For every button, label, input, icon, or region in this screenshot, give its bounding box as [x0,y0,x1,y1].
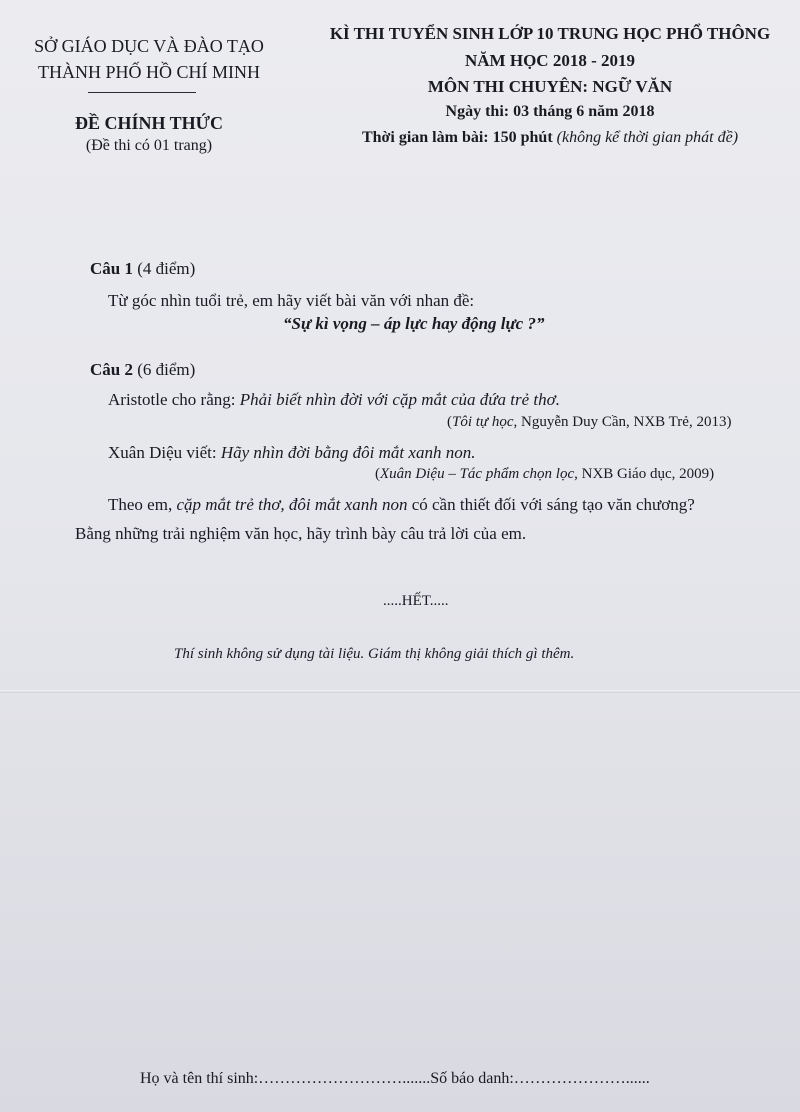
exam-subject: MÔN THI CHUYÊN: NGỮ VĂN [427,77,673,96]
source-1-open: ( [447,414,452,430]
department-line-2: THÀNH PHỐ HỒ CHÍ MINH [38,62,260,82]
exam-duration [310,129,790,147]
question-2-ask-rest: có cần thiết đối với sáng tạo văn chương? [407,495,695,514]
aristotle-quote-lead: Aristotle cho rằng: [108,390,240,409]
question-1-prompt: Từ góc nhìn tuổi trẻ, em hãy viết bài văn với nhan đề: [108,291,475,310]
paper-fold-line [0,690,800,693]
exam-rules-note: Thí sinh không sử dụng tài liệu. Giám thị không giải thích gì thêm. [174,646,575,662]
candidate-id-label: Số báo danh: [430,1070,514,1087]
xuan-dieu-quote-lead: Xuân Diệu viết: [108,443,221,462]
candidate-name-blank: ………………………....... [258,1070,431,1087]
duration-label: Thời gian làm bài: 150 phút [361,129,553,146]
question-2-ask-lead: Theo em, [108,495,177,514]
question-2-label: Câu 2 [90,360,133,379]
question-2-ask [108,495,695,515]
duration-note: (không kể thời gian phát đề) [556,129,739,146]
question-1-points: (4 điểm) [132,259,196,278]
source-2-title: Xuân Diệu – Tác phẩm chọn lọc [380,466,575,482]
source-2-details: , NXB Giáo dục, 2009) [574,466,715,482]
page-count-note: (Đề thi có 01 trang) [85,137,213,154]
candidate-name-label: Họ và tên thí sinh: [140,1070,259,1087]
question-2-ask-line-2: Bằng những trải nghiệm văn học, hãy trình bày câu trả lời của em. [75,524,527,543]
end-mark: .....HẾT..... [383,593,449,609]
source-1-title: Tôi tự học [452,414,514,430]
source-2-open: ( [375,466,380,482]
school-year: NĂM HỌC 2018 - 2019 [465,51,635,70]
aristotle-quote-source [447,414,731,431]
question-2-heading [90,360,195,380]
candidate-id-blank: …………………...... [513,1070,650,1087]
exam-title: KÌ THI TUYỂN SINH LỚP 10 TRUNG HỌC PHỔ THÔNG [329,24,771,43]
aristotle-quote [108,390,560,410]
question-2-ask-italic: cặp mắt trẻ thơ, đôi mắt xanh non [176,495,408,514]
xuan-dieu-quote-text: Hãy nhìn đời bằng đôi mắt xanh non. [220,443,476,462]
xuan-dieu-quote-source [375,466,714,483]
question-2-points: (6 điểm) [132,360,196,379]
header-divider [88,92,196,93]
question-1-heading [90,259,195,279]
candidate-info [140,1070,650,1088]
department-line-1: SỞ GIÁO DỤC VÀ ĐÀO TẠO [34,36,264,56]
question-1-label: Câu 1 [90,259,133,278]
aristotle-quote-text: Phải biết nhìn đời với cặp mắt của đứa trẻ thơ. [239,390,560,409]
exam-date: Ngày thi: 03 tháng 6 năm 2018 [445,103,655,120]
source-1-details: , Nguyễn Duy Cần, NXB Trẻ, 2013) [513,414,732,430]
official-exam-label: ĐỀ CHÍNH THỨC [74,113,224,133]
xuan-dieu-quote [108,443,475,463]
question-1-essay-title: “Sự kì vọng – áp lực hay động lực ?” [283,314,545,333]
